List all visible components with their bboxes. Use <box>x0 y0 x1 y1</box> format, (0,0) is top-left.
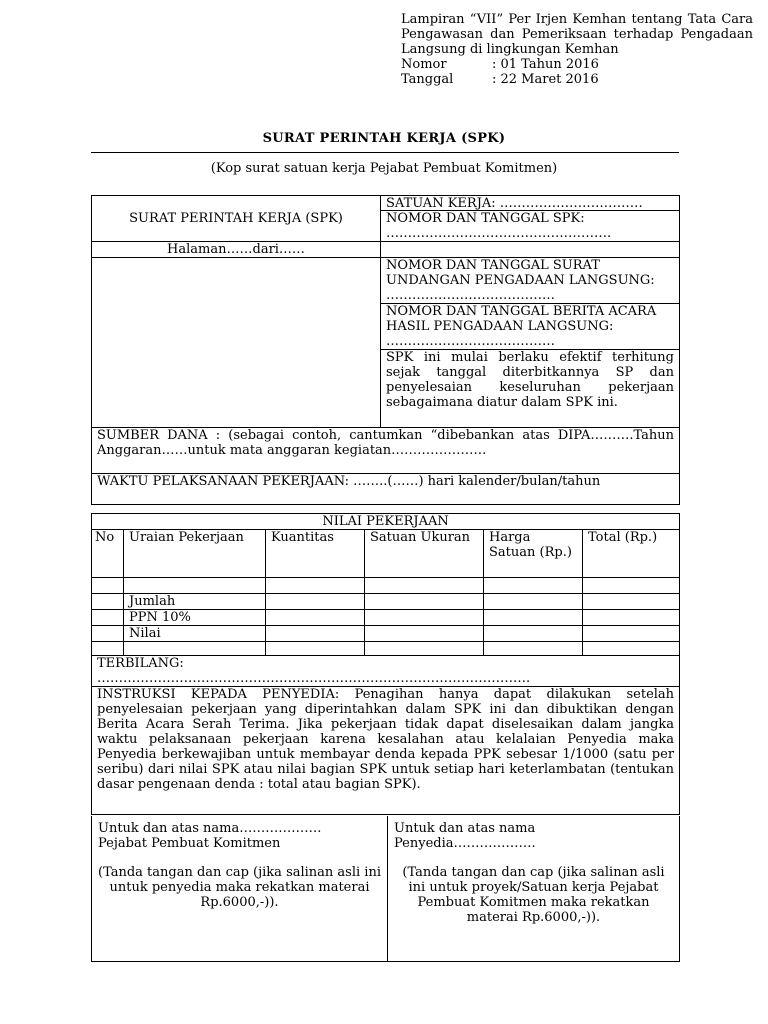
document-title: SURAT PERINTAH KERJA (SPK) <box>262 131 506 146</box>
nilai-pekerjaan-table <box>91 513 680 815</box>
header-harga: Harga Satuan (Rp.) <box>484 530 583 578</box>
title-divider <box>91 152 679 153</box>
sumber-dana-cell <box>92 428 680 474</box>
kop-surat: (Kop surat satuan kerja Pejabat Pembuat Komitmen) <box>210 161 558 176</box>
header-satuan: Satuan Ukuran <box>365 530 484 578</box>
sumber-dana-text: SUMBER DANA : (sebagai contoh, cantumkan “dibebankan atas DIPA……….Tahun Anggaran……untuk mata anggaran kegiatan…………………. <box>97 428 674 458</box>
tanggal-label: Tanggal <box>401 72 454 87</box>
tanggal-value: : 22 Maret 2016 <box>492 72 599 87</box>
spk-header-table <box>91 195 680 505</box>
ppn-row <box>92 610 680 626</box>
waktu-text: WAKTU PELAKSANAAN PEKERJAAN: ……..(……) hari kalender/bulan/tahun <box>97 474 601 489</box>
nilai-label: Nilai <box>124 626 266 642</box>
ppn-label: PPN 10% <box>124 610 266 626</box>
waktu-cell <box>92 474 680 505</box>
table-row <box>92 642 680 656</box>
nomor-row <box>401 57 753 72</box>
sig-right-line2: Penyedia………………. <box>394 836 536 851</box>
tanggal-row <box>401 72 753 87</box>
berita-acara-dots: ………………………………… <box>386 334 555 349</box>
sig-left-line1: Untuk dan atas nama………………. <box>98 821 322 836</box>
sig-right-note: (Tanda tangan dan cap (jika salinan asli ini untuk proyek/Satuan kerja Pejabat Pembuat Komitmen maka rekatkan materai Rp.6000,-)). <box>402 865 665 925</box>
header-uraian: Uraian Pekerjaan <box>124 530 266 578</box>
nilai-row <box>92 626 680 642</box>
spk-label: SURAT PERINTAH KERJA (SPK) <box>129 211 343 226</box>
sig-left-note: (Tanda tangan dan cap (jika salinan asli ini untuk penyedia maka rekatkan materai Rp.6000,-)). <box>98 865 381 910</box>
nomor-label: Nomor <box>401 57 447 72</box>
terbilang-dots: ………………………………………………………………………………………. <box>97 671 531 686</box>
instruksi-cell <box>92 687 680 815</box>
terbilang-label: TERBILANG: <box>97 656 184 671</box>
jumlah-row <box>92 594 680 610</box>
table-row <box>92 578 680 594</box>
empty-cell <box>381 242 680 258</box>
undangan-dots: ………………………………… <box>386 288 555 303</box>
nomor-tanggal-spk: NOMOR DAN TANGGAL SPK: <box>386 211 585 226</box>
berlaku-text: SPK ini mulai berlaku efektif terhitung sejak tanggal diterbitkannya SP dan penyelesaian keseluruhan pekerjaan sebagaimana diatur dalam SPK ini. <box>386 350 674 410</box>
signature-left <box>92 816 388 962</box>
nilai-title-cell <box>92 514 680 530</box>
lampiran-block <box>401 12 753 87</box>
halaman-cell <box>92 242 381 258</box>
satuan-kerja: SATUAN KERJA: …………………………… <box>381 196 679 211</box>
nomor-tanggal-spk-dots: ……………………………………………. <box>386 226 612 241</box>
sig-left-line2: Pejabat Pembuat Komitmen <box>98 836 281 851</box>
nomor-value: : 01 Tahun 2016 <box>492 57 599 72</box>
spk-label-cell <box>92 196 381 242</box>
blank-left-cell <box>92 258 381 428</box>
undangan-label: NOMOR DAN TANGGAL SURAT UNDANGAN PENGADAAN LANGSUNG: <box>386 258 655 288</box>
terbilang-cell <box>92 656 680 687</box>
berlaku-cell <box>381 350 680 428</box>
header-kuantitas: Kuantitas <box>266 530 365 578</box>
halaman-text: Halaman……dari…… <box>167 242 305 257</box>
signature-right <box>388 816 680 962</box>
lampiran-text: Lampiran “VII” Per Irjen Kemhan tentang Tata Cara Pengawasan dan Pemeriksaan terhadap Pengadaan Langsung di lingkungan Kemhan <box>401 12 753 57</box>
instruksi-text: INSTRUKSI KEPADA PENYEDIA: Penagihan hanya dapat dilakukan setelah penyelesaian pekerjaan yang diperintahkan dalam SPK ini dan dibuktikan dengan Berita Acara Serah Terima. Jika pekerjaan tidak dapat diselesaikan dalam jangka waktu pelaksanaan pekerjaan karena kesalahan atau kelalaian Penyedia maka Penyedia berkewajiban untuk membayar denda kepada PPK sebesar 1/1000 (satu per seribu) dari nilai SPK atau nilai bagian SPK untuk setiap hari keterlambatan (tentukan dasar pengenaan denda : total atau bagian SPK). <box>97 687 675 792</box>
satuan-kerja-cell <box>381 196 680 242</box>
nilai-title: NILAI PEKERJAAN <box>322 514 449 529</box>
undangan-cell <box>381 258 680 304</box>
signature-table <box>91 816 680 962</box>
berita-acara-label: NOMOR DAN TANGGAL BERITA ACARA HASIL PENGADAAN LANGSUNG: <box>386 304 657 334</box>
berita-acara-cell <box>381 304 680 350</box>
sig-right-line1: Untuk dan atas nama <box>394 821 536 836</box>
jumlah-label: Jumlah <box>124 594 266 610</box>
header-total: Total (Rp.) <box>583 530 680 578</box>
header-no: No <box>92 530 124 578</box>
